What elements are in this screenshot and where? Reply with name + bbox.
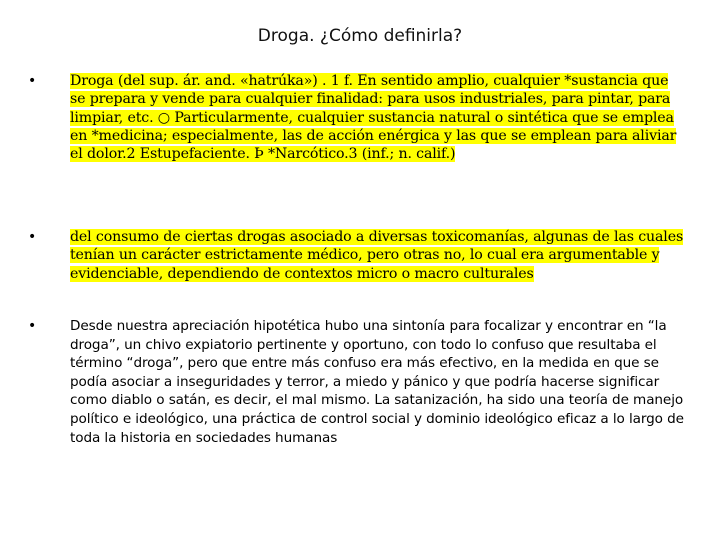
bullet-text [70, 72, 688, 163]
slide-title: Droga. ¿Cómo definirla? [257, 26, 463, 46]
bullet-marker: • [28, 229, 37, 245]
bullet-marker: • [28, 73, 37, 89]
bullet-text [70, 228, 688, 283]
bullet-marker: • [28, 318, 37, 334]
highlighted-definition-text: Droga (del sup. ár. and. «hatrúka») . 1 f. En sentido amplio, cualquier *sustancia que se prepara y vende para cualquier finalidad: para usos industriales, para pintar, para limpiar, etc. ○ Particularmente, cualquier sustancia natural o sintética que se emplea en *medicina; especialmente, las de acción enérgica y las que se emplean para aliviar el dolor.2 Estupefaciente. Þ *Narcótico.3 (inf.; n. calif.) [70, 73, 677, 163]
highlighted-consumption-text: del consumo de ciertas drogas asociado a diversas toxicomanías, algunas de las cuales tenían un carácter estrictamente médico, pero otras no, lo cual era argumentable y evidenciable, dependiendo de contextos micro o macro culturales [70, 229, 684, 282]
bullet-text: Desde nuestra apreciación hipotética hubo una sintonía para focalizar y encontrar en “la droga”, un chivo expiatorio pertinente y oportuno, con todo lo confuso que resultaba el término “droga”, pero que entre más confuso era más efectivo, en la medida en que se podía asociar a inseguridades y terror, a miedo y pánico y que podría hacerse significar como diablo o satán, es decir, el mal mismo. La satanización, ha sido una teoría de manejo político e ideológico, una práctica de control social y dominio ideológico eficaz a lo largo de toda la historia en sociedades humanas [70, 318, 684, 446]
